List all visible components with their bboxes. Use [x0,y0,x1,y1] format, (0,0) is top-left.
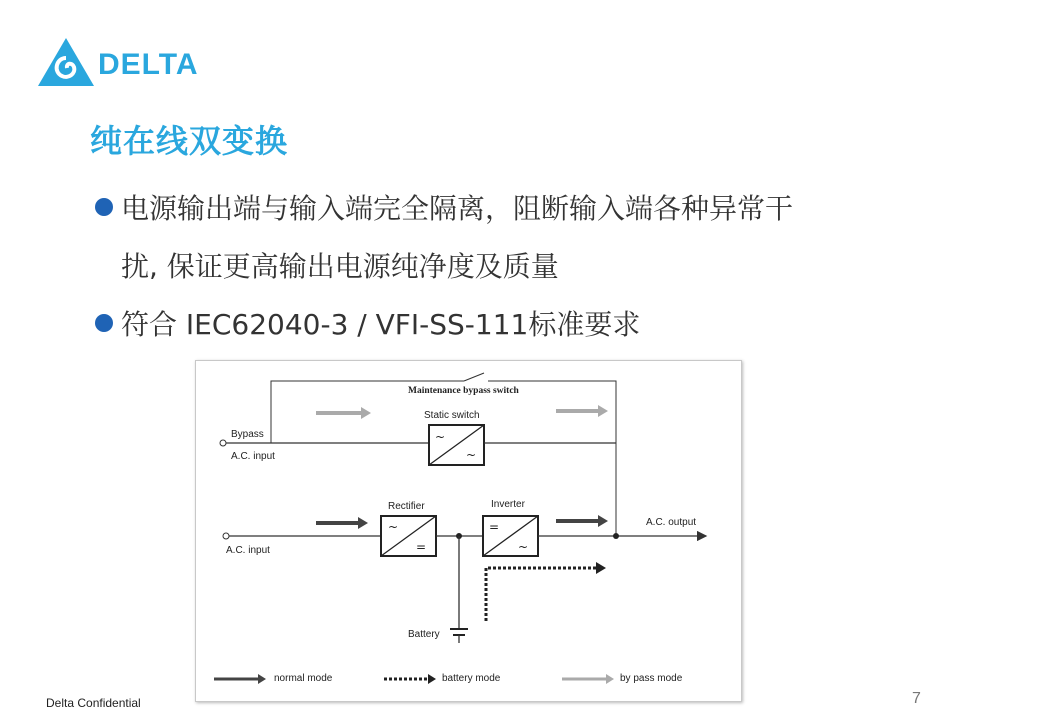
legend-bypass-label: by pass mode [620,673,683,684]
battery-label: Battery [408,629,440,640]
ac-output-label: A.C. output [646,517,697,528]
logo-wordmark: DELTA [98,48,199,81]
bypass-label: Bypass [231,429,264,440]
ac-input-bottom-label: A.C. input [226,545,270,556]
svg-text:~: ~ [518,540,529,554]
bypass-input-terminal [220,440,226,446]
bullet-dot-icon [95,314,113,332]
inverter-label: Inverter [491,499,525,510]
battery-flow-arrow [486,568,596,621]
main-input-terminal [223,533,229,539]
bullet-continuation: 扰, 保证更高输出电源纯净度及质量 [121,250,559,283]
delta-triangle-icon [36,36,96,88]
svg-text:=: = [489,520,500,534]
svg-text:=: = [416,540,427,554]
footer-confidential: Delta Confidential [46,696,141,710]
bullet-dot-icon [95,198,113,216]
legend-normal-label: normal mode [274,673,333,684]
slide-title: 纯在线双变换 [90,122,289,160]
ac-input-top-label: A.C. input [231,451,275,462]
svg-text:~: ~ [388,520,399,534]
bullet-item-2 [95,296,640,354]
static-switch-label: Static switch [424,410,480,421]
legend-battery-label: battery mode [442,673,501,684]
ups-block-diagram [195,360,742,702]
svg-text:~: ~ [435,430,446,444]
rectifier-label: Rectifier [388,501,425,512]
bullet-text: 符合 IEC62040-3 / VFI-SS-111标准要求 [121,308,641,341]
bullet-item-1 [95,180,793,238]
maintenance-bypass-label: Maintenance bypass switch [408,386,519,396]
bullet-text: 电源输出端与输入端完全隔离，阻断输入端各种异常干 [121,192,794,225]
svg-text:~: ~ [466,448,477,462]
delta-logo [36,36,206,88]
maintenance-switch-blade [464,373,484,381]
page-number: 7 [912,690,921,707]
output-junction [613,533,619,539]
